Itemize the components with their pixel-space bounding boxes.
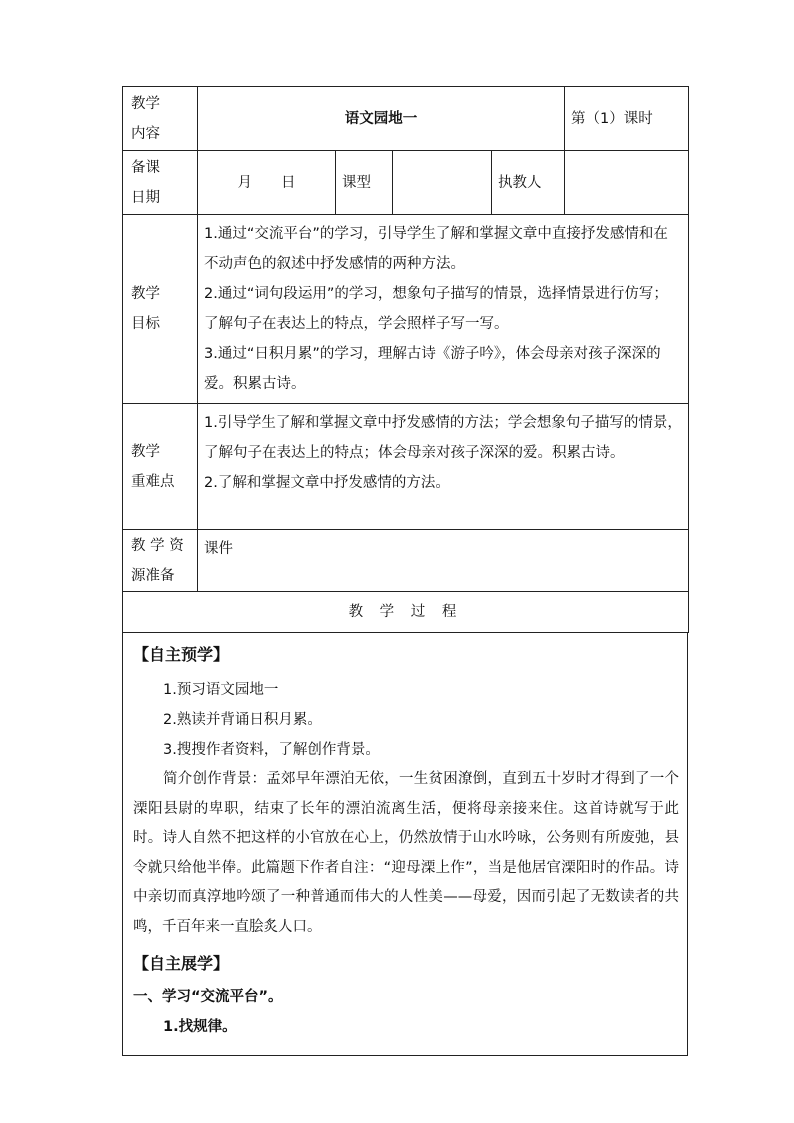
resources-value: 课件: [198, 530, 689, 592]
prep-date-value: 月 日: [198, 151, 336, 215]
lesson-title: 语文园地一: [198, 87, 565, 151]
label-teaching-goals: 教学 目标: [123, 215, 198, 404]
teacher-value: [565, 151, 689, 215]
goal-item: 1.通过“交流平台”的学习，引导学生了解和掌握文章中直接抒发感情和在不动声色的叙述中抒发感情的两种方法。: [204, 226, 668, 272]
label-prep-date: 备课 日期: [123, 151, 198, 215]
lesson-plan-table: [122, 86, 689, 633]
teaching-goals: [198, 215, 689, 404]
key-points: [198, 404, 689, 530]
subsection-item: 1.找规律。: [163, 1019, 237, 1035]
goal-item: 2.通过“词句段运用”的学习，想象句子描写的情景，选择情景进行仿写；了解句子在表达上的特点，学会照样子写一写。: [204, 286, 668, 332]
preview-item: 2.熟读并背诵日积月累。: [163, 712, 322, 728]
section-self-preview-title: 【自主预学】: [133, 645, 230, 664]
preview-item: 1.预习语文园地一: [163, 682, 279, 698]
background-paragraph: 简介创作背景：孟郊早年漂泊无依，一生贫困潦倒，直到五十岁时才得到了一个溧阳县尉的卑职，结束了长年的漂泊流离生活，便将母亲接来住。这首诗就写于此时。诗人自然不把这样的小官放在心上，仍然放情于山水吟咏，公务则有所废弛，县令就只给他半俸。此篇题下作者自注：“迎母溧上作”，当是他居官溧阳时的作品。诗中亲切而真淳地吟颂了一种普通而伟大的人性美——母爱，因而引起了无数读者的共鸣，千百年来一直脍炙人口。: [133, 771, 679, 935]
key-point-item: 2.了解和掌握文章中抒发感情的方法。: [204, 475, 450, 491]
label-key-points: 教学 重难点: [123, 404, 198, 530]
preview-item: 3.搜搜作者资料，了解创作背景。: [163, 742, 380, 758]
section-self-display-title: 【自主展学】: [133, 954, 230, 973]
teaching-process-body: [122, 633, 688, 1056]
document-page: [122, 86, 688, 1056]
label-resources: 教 学 资 源准备: [123, 530, 198, 592]
lesson-type-value: [393, 151, 492, 215]
label-lesson-type: 课型: [336, 151, 393, 215]
label-teacher: 执教人: [492, 151, 565, 215]
label-teaching-content: 教学 内容: [123, 87, 198, 151]
goal-item: 3.通过“日积月累”的学习，理解古诗《游子吟》，体会母亲对孩子深深的爱。积累古诗。: [204, 346, 661, 392]
key-point-item: 1.引导学生了解和掌握文章中抒发感情的方法；学会想象句子描写的情景，了解句子在表达上的特点；体会母亲对孩子深深的爱。积累古诗。: [204, 415, 682, 461]
teaching-process-header: 教 学 过 程: [123, 592, 689, 633]
subsection-title: 一、学习“交流平台”。: [133, 989, 283, 1005]
lesson-period: 第（1）课时: [565, 87, 689, 151]
